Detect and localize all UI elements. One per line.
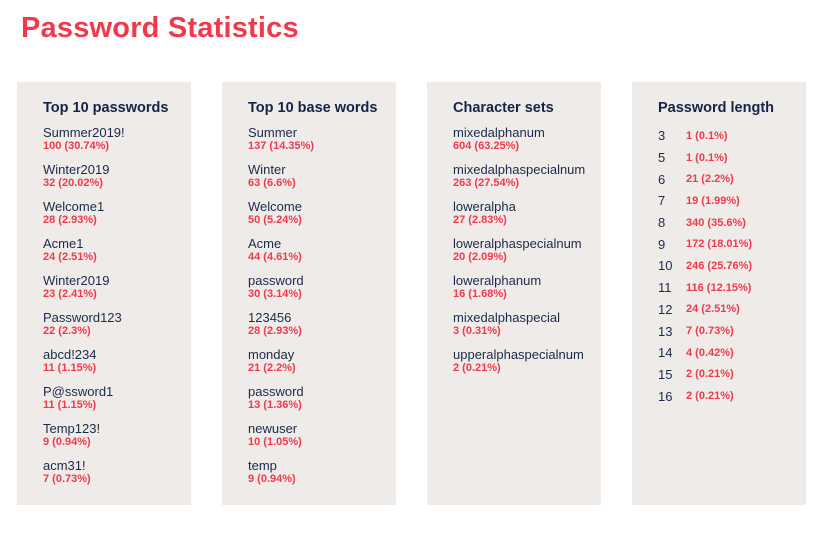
entry-name: password xyxy=(248,273,304,288)
entry-name: Summer2019! xyxy=(43,125,125,140)
entry-name: P@ssword1 xyxy=(43,384,114,399)
length-key: 12 xyxy=(658,301,673,317)
entry-name: Welcome1 xyxy=(43,199,105,214)
entry-name: Temp123! xyxy=(43,421,101,436)
length-value: 24 (2.51%) xyxy=(686,303,740,316)
entry-value: 100 (30.74%) xyxy=(43,140,110,152)
list-item xyxy=(248,347,396,375)
length-key: 10 xyxy=(658,258,673,274)
list-item xyxy=(43,347,191,375)
length-value: 246 (25.76%) xyxy=(686,259,753,272)
list-item xyxy=(43,162,191,190)
length-value: 2 (0.21%) xyxy=(686,368,734,381)
entry-value: 9 (0.94%) xyxy=(43,436,91,448)
entry-value: 11 (1.15%) xyxy=(43,362,97,374)
entry-value: 44 (4.61%) xyxy=(248,251,302,263)
entry-name: temp xyxy=(248,458,277,473)
entry-value: 604 (63.25%) xyxy=(453,140,520,152)
length-key: 3 xyxy=(658,128,666,144)
entry-value: 263 (27.54%) xyxy=(453,177,520,189)
length-key: 9 xyxy=(658,236,666,252)
length-row xyxy=(658,385,806,407)
entry-name: Acme xyxy=(248,236,282,251)
list-item xyxy=(248,384,396,412)
entry-name: abcd!234 xyxy=(43,347,97,362)
length-value: 1 (0.1%) xyxy=(686,129,728,142)
list-item xyxy=(248,458,396,486)
character-sets-panel xyxy=(427,82,601,505)
entry-value: 11 (1.15%) xyxy=(43,399,97,411)
length-row xyxy=(658,277,806,299)
entry-value: 22 (2.3%) xyxy=(43,325,91,337)
entry-value: 27 (2.83%) xyxy=(453,214,507,226)
length-value: 4 (0.42%) xyxy=(686,346,734,359)
list-item xyxy=(43,273,191,301)
list-item xyxy=(453,236,601,264)
list-item xyxy=(43,458,191,486)
entry-name: loweralpha xyxy=(453,199,516,214)
length-value: 2 (0.21%) xyxy=(686,390,734,403)
entry-value: 2 (0.21%) xyxy=(453,362,501,374)
list-item xyxy=(43,384,191,412)
entry-name: loweralphaspecialnum xyxy=(453,236,582,251)
list-item xyxy=(453,310,601,338)
length-value: 340 (35.6%) xyxy=(686,216,746,229)
entry-value: 7 (0.73%) xyxy=(43,473,91,485)
list-item xyxy=(248,125,396,153)
top-base-words-panel xyxy=(222,82,396,505)
entry-value: 63 (6.6%) xyxy=(248,177,296,189)
entry-name: Summer xyxy=(248,125,298,140)
length-key: 8 xyxy=(658,215,666,231)
list-item xyxy=(248,273,396,301)
length-row xyxy=(658,168,806,190)
length-value: 7 (0.73%) xyxy=(686,325,734,338)
list-item xyxy=(453,273,601,301)
length-value: 19 (1.99%) xyxy=(686,194,740,207)
panel-title: Top 10 passwords xyxy=(43,100,169,116)
entry-value: 16 (1.68%) xyxy=(453,288,507,300)
entry-value: 9 (0.94%) xyxy=(248,473,296,485)
list-item xyxy=(43,236,191,264)
entry-value: 13 (1.36%) xyxy=(248,399,302,411)
length-row xyxy=(658,320,806,342)
length-key: 7 xyxy=(658,193,666,209)
entry-value: 137 (14.35%) xyxy=(248,140,315,152)
length-key: 14 xyxy=(658,345,673,361)
entry-name: loweralphanum xyxy=(453,273,542,288)
entry-value: 28 (2.93%) xyxy=(248,325,302,337)
entry-value: 21 (2.2%) xyxy=(248,362,296,374)
length-key: 16 xyxy=(658,388,673,404)
entry-name: password xyxy=(248,384,304,399)
length-row xyxy=(658,147,806,169)
panel-title: Character sets xyxy=(453,100,554,116)
entry-name: upperalphaspecialnum xyxy=(453,347,584,362)
length-row xyxy=(658,233,806,255)
panel-title: Password length xyxy=(658,100,775,116)
page-title: Password Statistics xyxy=(21,12,299,44)
entry-value: 23 (2.41%) xyxy=(43,288,97,300)
entry-name: 123456 xyxy=(248,310,292,325)
length-row xyxy=(658,125,806,147)
entry-value: 30 (3.14%) xyxy=(248,288,302,300)
length-value: 1 (0.1%) xyxy=(686,151,728,164)
length-key: 6 xyxy=(658,171,666,187)
entry-value: 50 (5.24%) xyxy=(248,214,302,226)
password-length-panel xyxy=(632,82,806,505)
entry-name: mixedalphaspecialnum xyxy=(453,162,586,177)
entry-name: mixedalphanum xyxy=(453,125,545,140)
length-row xyxy=(658,342,806,364)
stats-panels xyxy=(17,82,806,505)
entry-name: Password123 xyxy=(43,310,122,325)
entry-value: 3 (0.31%) xyxy=(453,325,501,337)
entry-name: mixedalphaspecial xyxy=(453,310,560,325)
entry-name: monday xyxy=(248,347,295,362)
length-row xyxy=(658,212,806,234)
length-key: 13 xyxy=(658,323,673,339)
entry-name: Welcome xyxy=(248,199,302,214)
entry-name: acm31! xyxy=(43,458,86,473)
list-item xyxy=(248,236,396,264)
length-row xyxy=(658,364,806,386)
list-item xyxy=(248,199,396,227)
panel-title: Top 10 base words xyxy=(248,100,378,116)
top-passwords-panel xyxy=(17,82,191,505)
list-item xyxy=(453,347,601,375)
entry-name: Acme1 xyxy=(43,236,84,251)
entry-value: 10 (1.05%) xyxy=(248,436,302,448)
length-key: 15 xyxy=(658,366,673,382)
list-item xyxy=(43,310,191,338)
length-value: 172 (18.01%) xyxy=(686,238,753,251)
list-item xyxy=(248,421,396,449)
list-item xyxy=(43,125,191,153)
length-row xyxy=(658,190,806,212)
entry-name: Winter2019 xyxy=(43,162,110,177)
length-row xyxy=(658,299,806,321)
length-key: 11 xyxy=(658,280,672,296)
length-row xyxy=(658,255,806,277)
length-value: 116 (12.15%) xyxy=(686,281,752,294)
list-item xyxy=(43,421,191,449)
list-item xyxy=(453,162,601,190)
list-item xyxy=(453,199,601,227)
entry-name: Winter xyxy=(248,162,286,177)
entry-name: Winter2019 xyxy=(43,273,110,288)
length-key: 5 xyxy=(658,150,666,166)
entry-value: 28 (2.93%) xyxy=(43,214,97,226)
entry-value: 32 (20.02%) xyxy=(43,177,103,189)
list-item xyxy=(248,310,396,338)
length-value: 21 (2.2%) xyxy=(686,173,734,186)
list-item xyxy=(248,162,396,190)
entry-value: 24 (2.51%) xyxy=(43,251,97,263)
list-item xyxy=(43,199,191,227)
entry-value: 20 (2.09%) xyxy=(453,251,507,263)
entry-name: newuser xyxy=(248,421,298,436)
list-item xyxy=(453,125,601,153)
